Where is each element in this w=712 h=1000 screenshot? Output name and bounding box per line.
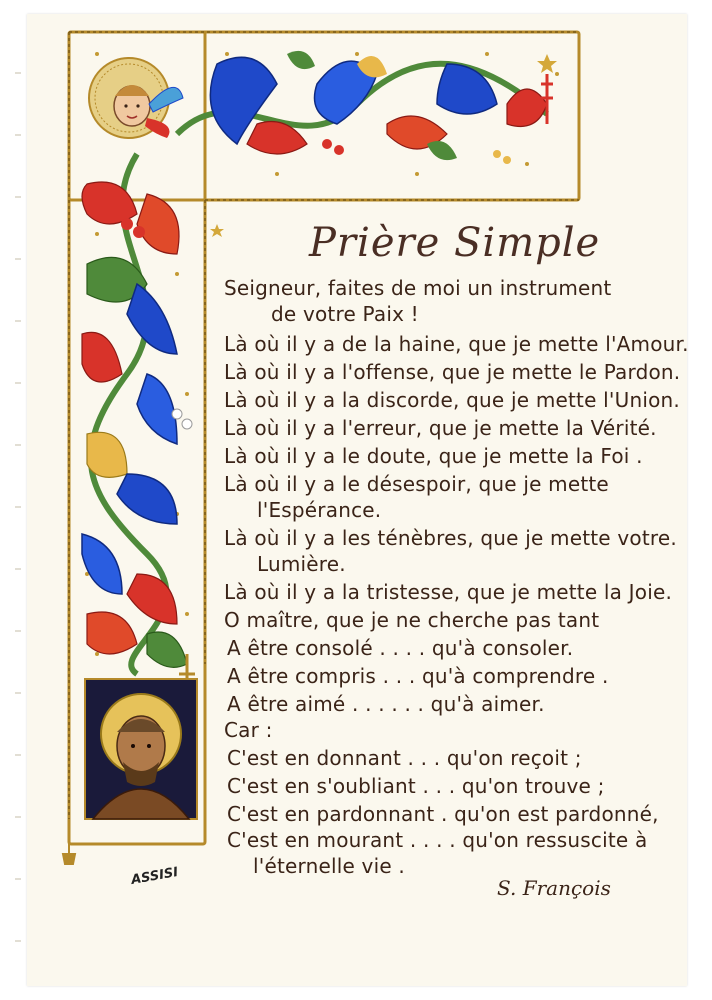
prayer-line: O maître, que je ne cherche pas tant — [224, 608, 600, 632]
frame-tassel — [63, 819, 75, 864]
prayer-line: Là où il y a la tristesse, que je mette la Joie. — [224, 580, 673, 604]
prayer-line: l'éternelle vie . — [253, 854, 405, 878]
prayer-line: C'est en pardonnant . qu'on est pardonné, — [227, 802, 659, 826]
prayer-line: C'est en mourant . . . . qu'on ressuscite à — [227, 828, 648, 852]
top-vine-ornament — [177, 51, 553, 164]
prayer-line: Là où il y a le doute, que je mette la Foi . — [224, 444, 643, 468]
prayer-line: Car : — [224, 718, 273, 742]
prayer-line: C'est en s'oubliant . . . qu'on trouve ; — [227, 774, 605, 798]
prayer-line: A être compris . . . qu'à comprendre . — [227, 664, 609, 688]
prayer-line: Là où il y a l'offense, que je mette le Pardon. — [224, 360, 681, 384]
prayer-line: l'Espérance. — [257, 498, 382, 522]
prayer-card — [27, 14, 687, 986]
prayer-title: Prière Simple — [309, 220, 601, 266]
prayer-line: Lumière. — [257, 552, 346, 576]
prayer-line: Là où il y a l'erreur, que je mette la Vérité. — [224, 416, 657, 440]
prayer-line: Seigneur, faites de moi un instrument — [224, 276, 612, 300]
saint-francis-portrait — [85, 679, 197, 819]
prayer-line: C'est en donnant . . . qu'on reçoit ; — [227, 746, 582, 770]
prayer-line: Là où il y a de la haine, que je mette l'Amour. — [224, 332, 689, 356]
prayer-line: de votre Paix ! — [271, 302, 419, 326]
prayer-line: Là où il y a le désespoir, que je mette — [224, 472, 609, 496]
prayer-line: Là où il y a les ténèbres, que je mette votre. — [224, 526, 677, 550]
left-vine-ornament — [82, 154, 195, 684]
prayer-line: Là où il y a la discorde, que je mette l'Union. — [224, 388, 680, 412]
prayer-line: A être aimé . . . . . . qu'à aimer. — [227, 692, 545, 716]
assisi-stamp: ASSISI — [130, 865, 180, 888]
signature: S. François — [497, 876, 611, 900]
cherub-medallion — [89, 58, 183, 138]
prayer-line: A être consolé . . . . qu'à consoler. — [227, 636, 574, 660]
